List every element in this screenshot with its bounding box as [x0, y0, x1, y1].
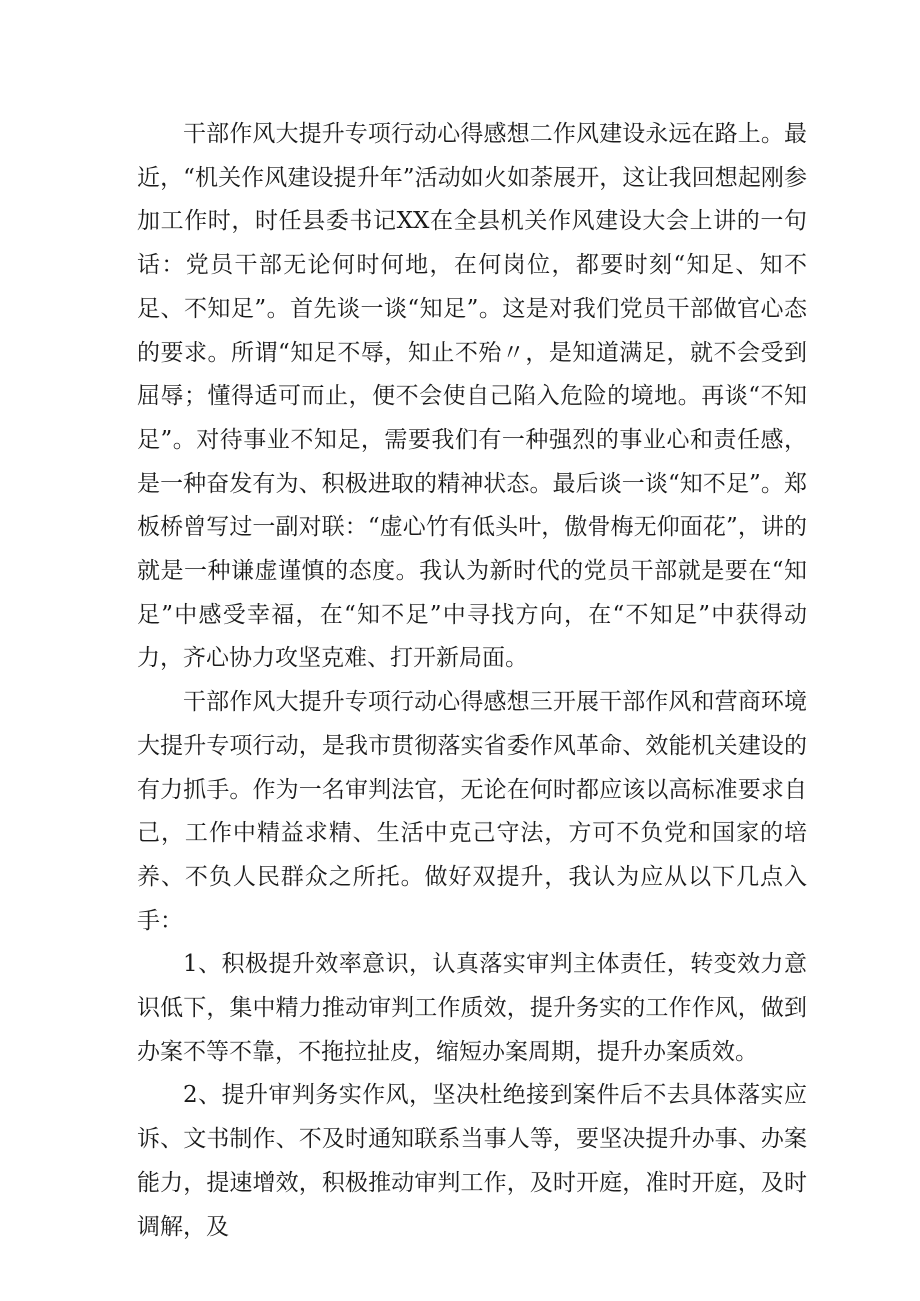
- paragraph-point-two: 2、提升审判务实作风，坚决杜绝接到案件后不去具体落实应诉、文书制作、不及时通知联系当事人等，要坚决提升办事、办案能力，提速增效，积极推动审判工作，及时开庭，准时开庭，及时调解，及: [137, 1082, 807, 1240]
- paragraph-reflection-three: 干部作风大提升专项行动心得感想三开展干部作风和营商环境大提升专项行动，是我市贯彻落实省委作风革命、效能机关建设的有力抓手。作为一名审判法官，无论在何时都应该以高标准要求自己，工作中精益求精、生活中克己守法，方可不负党和国家的培养、不负人民群众之所托。做好双提升，我认为应从以下几点入手：: [137, 689, 807, 934]
- paragraph-point-one: 1、积极提升效率意识，认真落实审判主体责任，转变效力意识低下，集中精力推动审判工作质效，提升务实的工作作风，做到办案不等不靠，不拖拉扯皮，缩短办案周期，提升办案质效。: [137, 951, 807, 1065]
- document-body: [137, 113, 807, 1249]
- paragraph-reflection-two: 干部作风大提升专项行动心得感想二作风建设永远在路上。最近，“机关作风建设提升年”活动如火如荼展开，这让我回想起刚参加工作时，时任县委书记XX在全县机关作风建设大会上讲的一句话：党员干部无论何时何地，在何岗位，都要时刻“知足、知不足、不知足”。首先谈一谈“知足”。这是对我们党员干部做官心态的要求。所谓“知足不辱，知止不殆〃，是知道满足，就不会受到屈辱；懂得适可而止，便不会使自己陷入危险的境地。再谈“不知足”。对待事业不知足，需要我们有一种强烈的事业心和责任感，是一种奋发有为、积极进取的精神状态。最后谈一谈“知不足”。郑板桥曾写过一副对联：“虚心竹有低头叶，傲骨梅无仰面花”，讲的就是一种谦虚谨慎的态度。我认为新时代的党员干部就是要在“知足”中感受幸福，在“知不足”中寻找方向，在“不知足”中获得动力，齐心协力攻坚克难、打开新局面。: [137, 121, 807, 672]
